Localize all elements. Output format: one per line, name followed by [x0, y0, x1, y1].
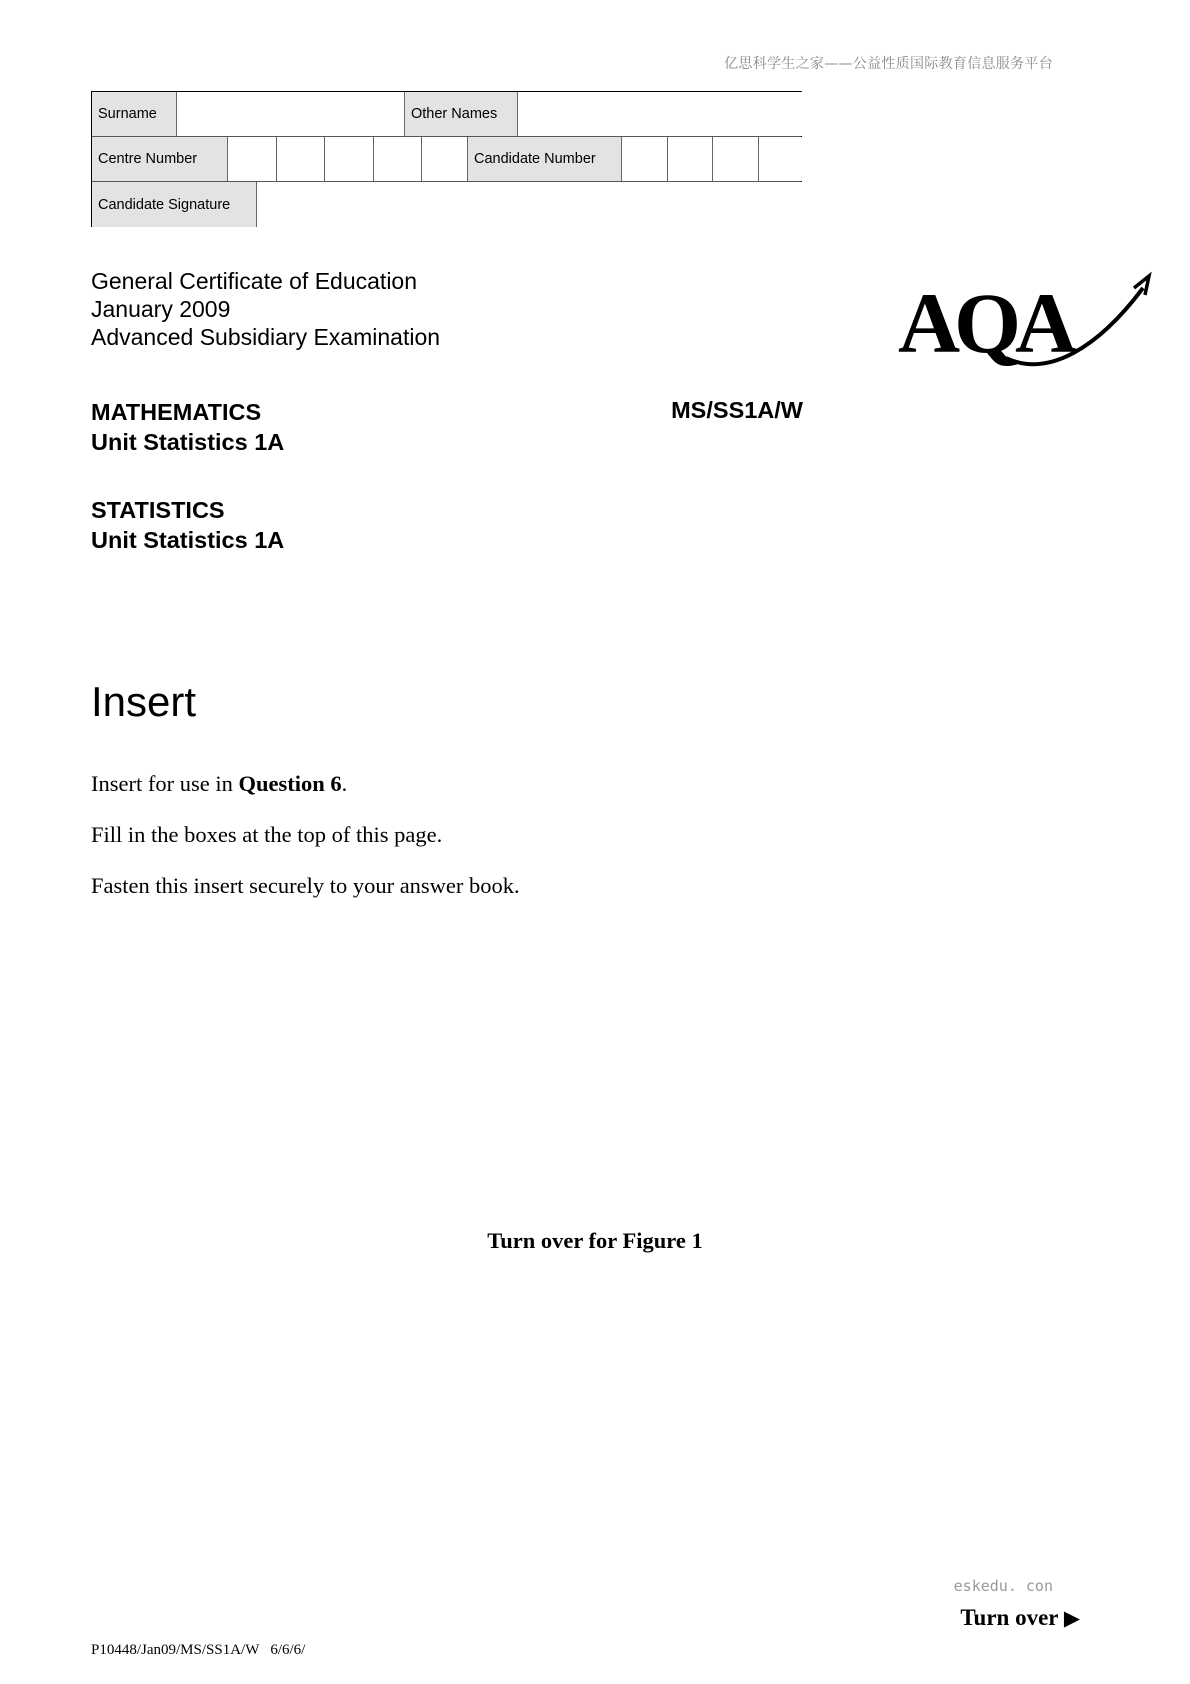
surname-row [92, 92, 801, 137]
insert-title: Insert [91, 678, 197, 725]
number-row [92, 137, 801, 182]
turn-over-for-figure: Turn over for Figure 1 [487, 1228, 703, 1253]
instruction-fasten: Fasten this insert securely to your answer book. [91, 873, 520, 898]
paper-code: MS/SS1A/W [671, 397, 803, 423]
subject-statistics: STATISTICS [91, 497, 225, 523]
turn-over-label: Turn over ▶ [960, 1605, 1080, 1630]
unit-title-mathematics: Unit Statistics 1A [91, 429, 285, 455]
unit-title-statistics: Unit Statistics 1A [91, 527, 285, 553]
other-names-field[interactable] [518, 92, 802, 136]
candidate-details-form [91, 91, 802, 227]
candidate-number-box[interactable] [713, 137, 759, 181]
candidate-number-box[interactable] [759, 137, 802, 181]
exam-level: Advanced Subsidiary Examination [91, 324, 441, 350]
signature-label: Candidate Signature [92, 182, 257, 227]
subject-mathematics: MATHEMATICS [91, 399, 262, 425]
instruction-question: Insert for use in Question 6. [91, 771, 348, 796]
centre-number-box[interactable] [374, 137, 422, 181]
candidate-number-box[interactable] [622, 137, 668, 181]
turn-over-arrow-icon: ▶ [1063, 1606, 1080, 1630]
centre-number-label: Centre Number [92, 137, 228, 181]
site-watermark: eskedu. con [953, 1577, 1053, 1595]
signature-row [92, 182, 801, 227]
surname-field[interactable] [177, 92, 405, 136]
centre-number-box[interactable] [228, 137, 277, 181]
centre-number-box[interactable] [422, 137, 468, 181]
question-reference: Question 6 [238, 771, 342, 796]
qualification-title: General Certificate of Education [91, 268, 418, 294]
exam-session: January 2009 [91, 296, 231, 322]
document-code: P10448/Jan09/MS/SS1A/W 6/6/6/ [91, 1642, 306, 1658]
aqa-logo [898, 268, 1153, 378]
centre-number-box[interactable] [277, 137, 325, 181]
watermark-text: 亿思科学生之家——公益性质国际教育信息服务平台 [724, 56, 1053, 72]
signature-field[interactable] [257, 182, 802, 227]
surname-label: Surname [92, 92, 177, 136]
other-names-label: Other Names [405, 92, 518, 136]
candidate-number-box[interactable] [668, 137, 713, 181]
candidate-number-label: Candidate Number [468, 137, 622, 181]
centre-number-box[interactable] [325, 137, 374, 181]
instruction-fill-boxes: Fill in the boxes at the top of this page. [91, 822, 443, 847]
aqa-logo-text: AQA [898, 275, 1072, 371]
